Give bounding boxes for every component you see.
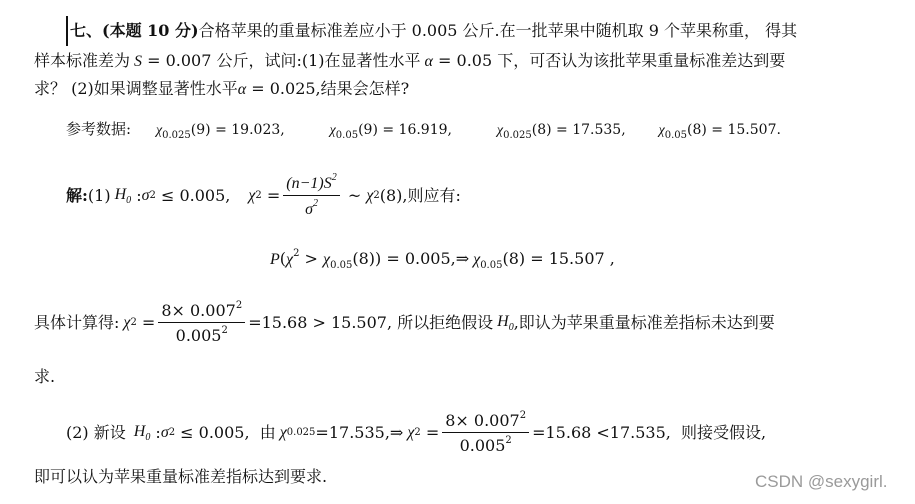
- then-text: ,则应有:: [402, 186, 461, 206]
- calc-fraction: $\frac{8\times 0.007^2}{0.005^2}$: [158, 300, 245, 345]
- problem-text-3a: 求？ (2)如果调整显著性水平: [34, 79, 238, 98]
- s-symbol: S: [130, 53, 143, 70]
- problem-text-2a: 样本标准差为: [34, 51, 131, 70]
- reference-item-2: $\chi_{0.05}(9) = 16.919$,: [329, 122, 452, 141]
- alpha-symbol: α: [420, 53, 433, 70]
- calc-label: 具体计算得:: [34, 313, 120, 333]
- alpha-symbol: α: [237, 81, 247, 98]
- calculation-line: 具体计算得: χ 2 = $\frac{8\times 0.007^2}{0.005^2}$ =15.68 > 15.507, 所以拒绝假设 $H_0$ ,即认为苹果重量标准差指标未达到要: [34, 300, 775, 346]
- statistic-fraction: $\frac{(n-1)S^2}{\sigma^2}$: [283, 172, 339, 219]
- problem-line-1: [70, 21, 797, 40]
- reference-item-3: $\chi_{0.025}(8) = 17.535$,: [496, 122, 626, 141]
- problem-line-2: [34, 51, 785, 71]
- calc-end: 求.: [34, 367, 56, 386]
- problem-line-3: [34, 79, 409, 99]
- calc-result: =15.68 > 15.507,: [248, 313, 393, 333]
- problem-text-2c: = 0.05 下，可否认为该批苹果重量标准差达到要: [432, 51, 786, 70]
- solution-part-2: (2) 新设: [66, 423, 126, 443]
- text-cursor: [66, 16, 68, 46]
- problem-header: 七、(本题 10 分): [70, 21, 199, 40]
- reference-item-1: $\chi_{0.025}(9) = 19.023$,: [155, 122, 285, 141]
- reference-item-4: $\chi_{0.05}(8) = 15.507$: [658, 122, 777, 141]
- solution-line-2: (2) 新设 $H_0$ : σ 2 ≤ 0.005, 由 χ 0.025 =17.535,⇒ χ 2 = $\frac{8\times 0.007^2}{0.005^2}$ =15.68 <17.535, 则接受假设,: [66, 410, 767, 456]
- watermark: CSDN @sexygirl.: [755, 472, 888, 491]
- problem-text-1: 合格苹果的重量标准差应小于 0.005 公斤.在一批苹果中随机取 9 个苹果称重， 得其: [198, 21, 798, 40]
- reference-label: 参考数据:: [66, 120, 132, 138]
- reference-data: 参考数据: $\chi_{0.025}(9) = 19.023$, $\chi_{0.05}(9) = 16.919$, $\chi_{0.025}(8) = 17.535$, $\chi_{0.05}(8) = 15.507$.: [66, 120, 781, 141]
- h0-value: 0.005,: [179, 186, 231, 206]
- solution-line-1: 解: (1) $H_0$ : σ 2 ≤ 0.005, χ 2 = $\frac{(n-1)S^2}{\sigma^2}$ ~ χ 2 (8) ,则应有:: [66, 172, 461, 219]
- final-conclusion: 即可以认为苹果重量标准差指标达到要求.: [34, 467, 328, 486]
- problem-text-3b: = 0.025,结果会怎样?: [246, 79, 410, 98]
- solution-label: 解:: [66, 186, 88, 206]
- problem-text-2b: = 0.007 公斤，试问:(1)在显著性水平: [142, 51, 421, 70]
- part2-fraction: $\frac{8\times 0.007^2}{0.005^2}$: [442, 410, 529, 455]
- probability-line: $P(\chi^2 > \chi_{0.05}(8))$ = 0.005,⇒ $\chi_{0.05}(8) = 15.507$ ,: [270, 248, 615, 271]
- solution-part-1: (1): [87, 186, 111, 206]
